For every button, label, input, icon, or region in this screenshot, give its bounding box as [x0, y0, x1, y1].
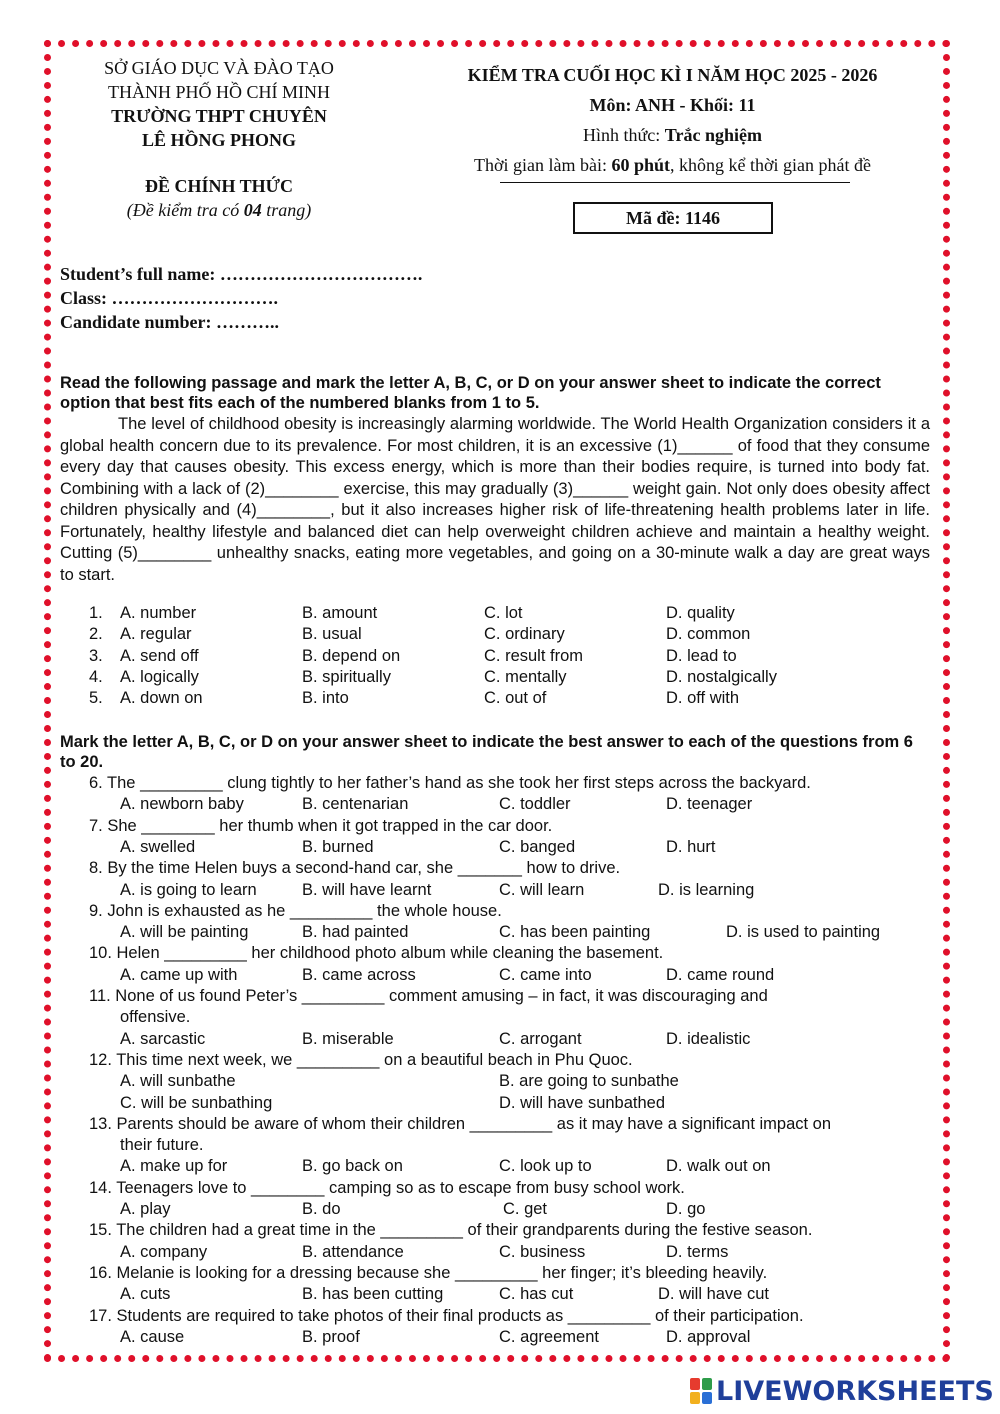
answer-option-c[interactable]: C. look up to: [499, 1157, 592, 1176]
answer-options-row: [0, 1029, 1000, 1050]
question-stem-continued: their future.: [120, 1136, 204, 1155]
dept-line2: THÀNH PHỐ HỒ CHÍ MINH: [108, 82, 330, 102]
question-number: 1.: [89, 604, 103, 622]
header-divider: [500, 182, 850, 183]
answer-option-b[interactable]: B. into: [302, 689, 349, 708]
liveworksheets-logo: [690, 1374, 994, 1408]
answer-options-row: [0, 1093, 1000, 1114]
answer-option-b[interactable]: B. depend on: [302, 646, 401, 665]
answer-option-c[interactable]: C. out of: [484, 689, 547, 708]
answer-option-d[interactable]: D. teenager: [666, 795, 753, 814]
answer-option-d[interactable]: D. is learning: [658, 880, 755, 899]
answer-option-d[interactable]: D. came round: [666, 965, 775, 984]
answer-option-b[interactable]: B. proof: [302, 1327, 360, 1346]
answer-option-c[interactable]: C. arrogant: [499, 1029, 582, 1048]
question-stem: 16. Melanie is looking for a dressing because she _________ her finger; it’s bleeding heavily.: [89, 1263, 768, 1282]
question-stem: 15. The children had a great time in the _________ of their grandparents during the festive season.: [89, 1221, 813, 1240]
format-line: Hình thức: Trắc nghiệm: [583, 125, 762, 145]
answer-option-a[interactable]: A. cause: [120, 1327, 185, 1346]
candidate-number-field[interactable]: Candidate number: ………..: [60, 312, 280, 332]
pages-note: (Đề kiểm tra có 04 trang): [126, 200, 312, 220]
question-number: 4.: [89, 667, 103, 686]
school-line1: TRƯỜNG THPT CHUYÊN: [111, 106, 327, 126]
answer-option-b[interactable]: B. spiritually: [302, 667, 391, 686]
answer-option-c[interactable]: C. ordinary: [484, 625, 565, 644]
answer-option-a[interactable]: A. will sunbathe: [120, 1072, 236, 1091]
header-left: [60, 56, 378, 222]
answer-options-row: [0, 1199, 1000, 1220]
answer-option-b[interactable]: B. do: [302, 1200, 341, 1218]
answer-option-d[interactable]: D. common: [666, 625, 751, 644]
answer-option-c[interactable]: C. has been painting: [499, 923, 651, 942]
answer-options-row: [0, 1156, 1000, 1177]
answer-option-a[interactable]: A. make up for: [120, 1157, 228, 1176]
answer-option-d[interactable]: D. lead to: [666, 646, 737, 665]
question-number: 5.: [89, 689, 103, 708]
answer-option-d[interactable]: D. approval: [666, 1327, 751, 1346]
question-stem: 8. By the time Helen buys a second-hand car, she _______ how to drive.: [89, 859, 621, 878]
answer-option-d[interactable]: D. walk out on: [666, 1157, 771, 1176]
answer-option-c[interactable]: C. has cut: [499, 1285, 574, 1304]
answer-option-b[interactable]: B. amount: [302, 604, 378, 622]
answer-option-b[interactable]: B. came across: [302, 965, 416, 984]
question-stem: 6. The _________ clung tightly to her father’s hand as she took her first steps across the backyard.: [89, 774, 811, 792]
answer-option-c[interactable]: C. agreement: [499, 1327, 599, 1346]
answer-option-d[interactable]: D. will have cut: [658, 1285, 769, 1304]
answer-option-b[interactable]: B. centenarian: [302, 795, 409, 814]
subject-line: Môn: ANH - Khối: 11: [589, 95, 756, 115]
answer-option-d[interactable]: D. idealistic: [666, 1029, 751, 1048]
answer-option-d[interactable]: D. terms: [666, 1242, 729, 1261]
answer-option-c[interactable]: C. toddler: [499, 795, 571, 814]
question-row: [0, 646, 1000, 667]
question-stem-continued: offensive.: [120, 1008, 191, 1027]
answer-option-b[interactable]: B. are going to sunbathe: [499, 1072, 679, 1091]
answer-option-c[interactable]: C. came into: [499, 965, 592, 984]
answer-option-a[interactable]: A. play: [120, 1200, 171, 1218]
logo-text: LIVEWORKSHEETS: [716, 1375, 994, 1407]
answer-options-row: [0, 1284, 1000, 1305]
exam-title: KIỂM TRA CUỐI HỌC KÌ I NĂM HỌC 2025 - 2026: [467, 65, 878, 85]
question-stem: 14. Teenagers love to ________ camping so as to escape from busy school work.: [89, 1178, 685, 1197]
question-stem: 10. Helen _________ her childhood photo album while cleaning the basement.: [89, 944, 664, 963]
question-stem: 11. None of us found Peter’s _________ comment amusing – in fact, it was discouraging and: [89, 987, 768, 1005]
answer-options-row: [0, 1327, 1000, 1348]
answer-option-c[interactable]: C. result from: [484, 646, 584, 665]
answer-option-a[interactable]: A. newborn baby: [120, 795, 244, 814]
answer-option-b[interactable]: B. will have learnt: [302, 880, 432, 899]
question-row: [0, 624, 1000, 645]
answer-option-b[interactable]: B. go back on: [302, 1157, 403, 1176]
question-row: [0, 603, 1000, 624]
answer-options-row: [0, 1242, 1000, 1263]
answer-options-row: [0, 837, 1000, 858]
answer-option-d[interactable]: D. is used to painting: [726, 923, 881, 942]
answer-option-d[interactable]: D. nostalgically: [666, 667, 777, 686]
time-line: Thời gian làm bài: 60 phút, không kể thời gian phát đề: [473, 155, 871, 175]
answer-options-row: [0, 794, 1000, 815]
section2-instruction: Mark the letter A, B, C, or D on your answer sheet to indicate the best answer to each of the questions from 6 to 20.: [60, 733, 913, 771]
exam-code-box: Mã đề: 1146: [573, 202, 773, 234]
answer-option-d[interactable]: D. hurt: [666, 837, 716, 856]
answer-options-row: [0, 1071, 1000, 1092]
answer-option-a[interactable]: A. company: [120, 1242, 208, 1261]
question-number: 2.: [89, 625, 103, 644]
section1-instruction: Read the following passage and mark the letter A, B, C, or D on your answer sheet to indicate the correct option that best fits each of the numbered blanks from 1 to 5.: [60, 374, 881, 412]
answer-option-c[interactable]: C. mentally: [484, 667, 567, 686]
answer-option-a[interactable]: A. will be painting: [120, 923, 249, 942]
answer-option-d[interactable]: D. go: [666, 1200, 706, 1218]
question-stem: 13. Parents should be aware of whom their children _________ as it may have a significant impact on: [89, 1114, 832, 1133]
answer-option-a[interactable]: A. number: [120, 604, 197, 622]
student-info: [60, 262, 422, 334]
answer-option-a[interactable]: A. is going to learn: [120, 880, 257, 899]
answer-option-a[interactable]: A. sarcastic: [120, 1029, 206, 1048]
answer-options-row: [0, 965, 1000, 986]
logo-mark-icon: [690, 1378, 712, 1404]
answer-option-b[interactable]: B. attendance: [302, 1242, 404, 1261]
answer-option-a[interactable]: A. down on: [120, 689, 203, 708]
official-label: ĐỀ CHÍNH THỨC: [144, 176, 294, 196]
question-number: 3.: [89, 646, 103, 665]
answer-option-d[interactable]: D. off with: [666, 689, 740, 708]
answer-option-b[interactable]: B. burned: [302, 837, 374, 856]
question-stem: 9. John is exhausted as he _________ the whole house.: [89, 901, 502, 920]
answer-option-d[interactable]: D. will have sunbathed: [499, 1093, 666, 1112]
school-line2: LÊ HỒNG PHONG: [141, 130, 296, 150]
answer-option-c[interactable]: C. business: [499, 1242, 586, 1261]
answer-options-row: [0, 922, 1000, 943]
question-stem: 12. This time next week, we _________ on a beautiful beach in Phu Quoc.: [89, 1050, 633, 1069]
question-row: [0, 667, 1000, 688]
answer-option-b[interactable]: B. miserable: [302, 1029, 394, 1048]
answer-option-b[interactable]: B. had painted: [302, 923, 409, 942]
answer-option-b[interactable]: B. has been cutting: [302, 1285, 444, 1304]
student-class-field[interactable]: Class: ……………………….: [60, 288, 279, 308]
answer-option-c[interactable]: C. will be sunbathing: [120, 1093, 273, 1112]
answer-option-a[interactable]: A. regular: [120, 625, 192, 644]
answer-option-a[interactable]: A. swelled: [120, 837, 196, 856]
dept-line1: SỞ GIÁO DỤC VÀ ĐÀO TẠO: [104, 58, 334, 78]
answer-option-a[interactable]: A. send off: [120, 646, 199, 665]
answer-option-c[interactable]: C. will learn: [499, 880, 585, 899]
reading-passage: The level of childhood obesity is increasingly alarming worldwide. The World Health Organization considers it a global health concern due to its prevalence. For most children, it is an excessive (1)______ of food that they consume every day that causes obesity. This excess energy, which is more than their bodies require, is turned into body fat. Combining with a lack of (2)________ exercise, this may gradually (3)______ weight gain. Not only does obesity affect children physically and (4)________, but it also increases higher risk of life-threatening health problems later in life. Fortunately, healthy lifestyle and balanced diet can help overweight children achieve and maintain a healthy weight. Cutting (5)________ unhealthy snacks, eating more vegetables, and going on a 30-minute walk a day are great ways to start.: [60, 415, 930, 584]
answer-options-row: [0, 880, 1000, 901]
answer-option-c[interactable]: C. lot: [484, 604, 523, 622]
header-right: [425, 60, 920, 180]
answer-option-b[interactable]: B. usual: [302, 625, 362, 644]
answer-option-a[interactable]: A. came up with: [120, 965, 238, 984]
student-name-field[interactable]: Student’s full name: …………………………….: [60, 264, 423, 284]
question-row: [0, 688, 1000, 709]
answer-option-c[interactable]: C. get: [503, 1200, 548, 1218]
answer-option-a[interactable]: A. cuts: [120, 1285, 171, 1304]
question-stem: 17. Students are required to take photos of their final products as _________ of their participation.: [89, 1306, 804, 1325]
question-stem: 7. She ________ her thumb when it got trapped in the car door.: [89, 816, 553, 835]
answer-option-d[interactable]: D. quality: [666, 604, 735, 622]
answer-option-c[interactable]: C. banged: [499, 837, 576, 856]
answer-option-a[interactable]: A. logically: [120, 667, 199, 686]
